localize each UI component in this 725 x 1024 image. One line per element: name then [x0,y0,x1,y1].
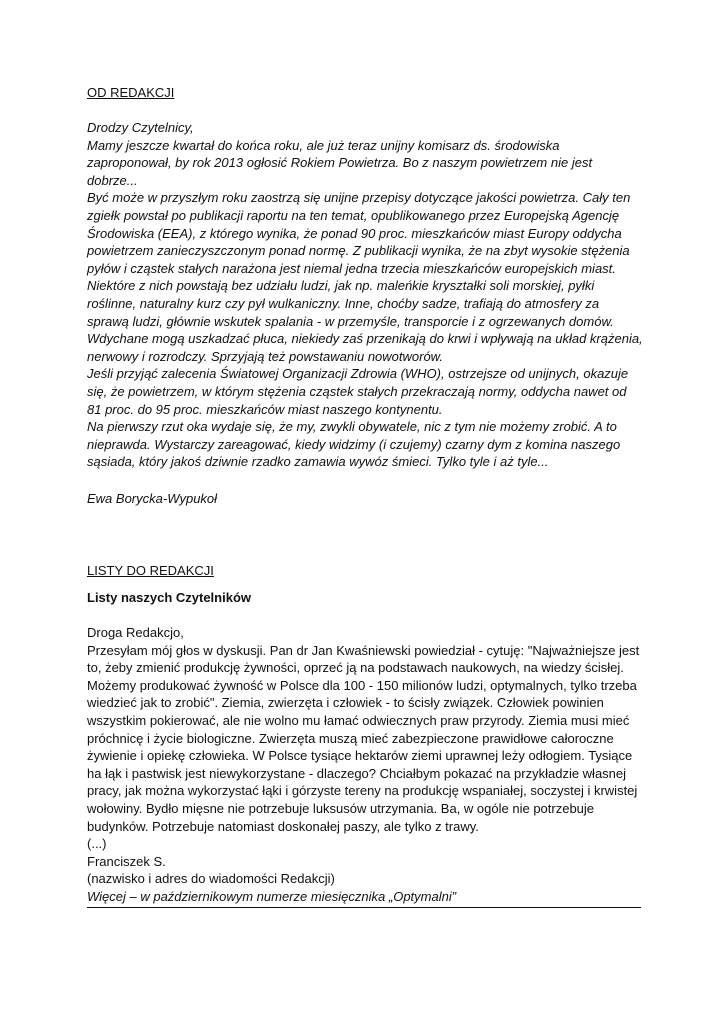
editorial-body [87,119,643,471]
editorial-paragraph-1: Mamy jeszcze kwartał do końca roku, ale już teraz unijny komisarz ds. środowiska zaproponował, by rok 2013 ogłosić Rokiem Powietrza. Bo z naszym powietrzem nie jest dobrze... [87,137,593,188]
letter-text: Przesyłam mój głos w dyskusji. Pan dr Jan Kwaśniewski powiedział - cytuję: "Najważniejsze jest to, żeby zmienić produkcję żywności, oprzeć ją na podstawach naukowych, na wiedzy ścisłej. Możemy produkować żywność w Polsce dla 100 - 150 milionów ludzi, optymalnych, tylko trzeba wiedzieć jak to zrobić". Ziemia, zwierzęta i człowiek - to ścisły związek. Człowiek powinien wszystkim pokierować, ale nie wolno mu łamać odwiecznych praw przyrody. Ziemia musi mieć próchnicę i życie biologiczne. Zwierzęta muszą mieć zabezpieczone prawidłowe całoroczne żywienie i opiekę człowieka. W Polsce tysiące hektarów ziemi uprawnej leży odłogiem. Tysiące ha łąk i pastwisk jest niewykorzystane - dlaczego? Chciałbym pokazać na przykładzie własnej pracy, jak można wykorzystać łąki i górzyste tereny na produkcję wspaniałej, soczystej i krwistej wołowiny. Bydło mięsne nie potrzebuje luksusów utrzymania. Ba, w ogóle nie potrzebuje budynków. Potrzebuje natomiast doskonałej paszy, ale tylko z trawy. [87,642,640,834]
editorial-greeting: Drodzy Czytelnicy, [87,120,194,135]
editorial-paragraph-4: Na pierwszy rzut oka wydaje się, że my, zwykli obywatele, nic z tym nie możemy zrobić. A to nieprawda. Wystarczy zareagować, kiedy widzimy (i czujemy) czarny dym z komina naszego sąsiada, który jakoś dziwnie rzadko zamawia wywóz śmieci. Tylko tyle i aż tyle... [87,419,621,470]
editorial-signature: Ewa Borycka-Wypukoł [87,490,218,506]
letter-author-note: (nazwisko i adres do wiadomości Redakcji) [87,871,335,887]
letter-greeting: Droga Redakcjo, [87,625,184,641]
letter-author: Franciszek S. [87,853,166,869]
editorial-title: OD REDAKCJI [87,85,175,100]
editorial-section [87,84,643,507]
letter-body [87,624,643,908]
letter-ellipsis: (...) [87,836,107,852]
editorial-paragraph-2: Być może w przyszłym roku zaostrzą się unijne przepisy dotyczące jakości powietrza. Cały ten zgiełk powstał po publikacji raportu na ten temat, opublikowanego przez Europejską Agencję Środowiska (EEA), z którego wynika, że ponad 90 proc. mieszkańców miast Europy oddycha powietrzem zanieczyszczonym ponad normę. Z publikacji wynika, że na zbyt wysokie stężenia pyłów i cząstek stałych narażona jest niemal jedna trzecia mieszkańców europejskich miast. Niektóre z nich powstają bez udziału ludzi, jak np. maleńkie kryształki soli morskiej, pyłki roślinne, naturalny kurz czy pył wulkaniczny. Inne, choćby sadze, trafiają do atmosfery za sprawą ludzi, głównie wskutek spalania - w przemyśle, transporcie i z ogrzewanych domów. Wdychane mogą uszkadzać płuca, niekiedy zaś przenikają do krwi i wpływają na układ krążenia, nerwowy i rozrodczy. Sprzyjają też powstawaniu nowotworów. [87,190,643,364]
letters-section [87,562,643,907]
letters-subtitle: Listy naszych Czytelników [87,590,251,606]
letters-title: LISTY DO REDAKCJI [87,563,214,579]
document-page [87,84,643,908]
letter-footer-note: Więcej – w październikowym numerze miesięcznika „Optymalni” [87,888,641,908]
editorial-paragraph-3: Jeśli przyjąć zalecenia Światowej Organizacji Zdrowia (WHO), ostrzejsze od unijnych, okazuje się, że powietrzem, w którym stężenia cząstek stałych przekraczają normy, oddycha nawet od 81 proc. do 95 proc. mieszkańców miast naszego kontynentu. [87,366,629,417]
